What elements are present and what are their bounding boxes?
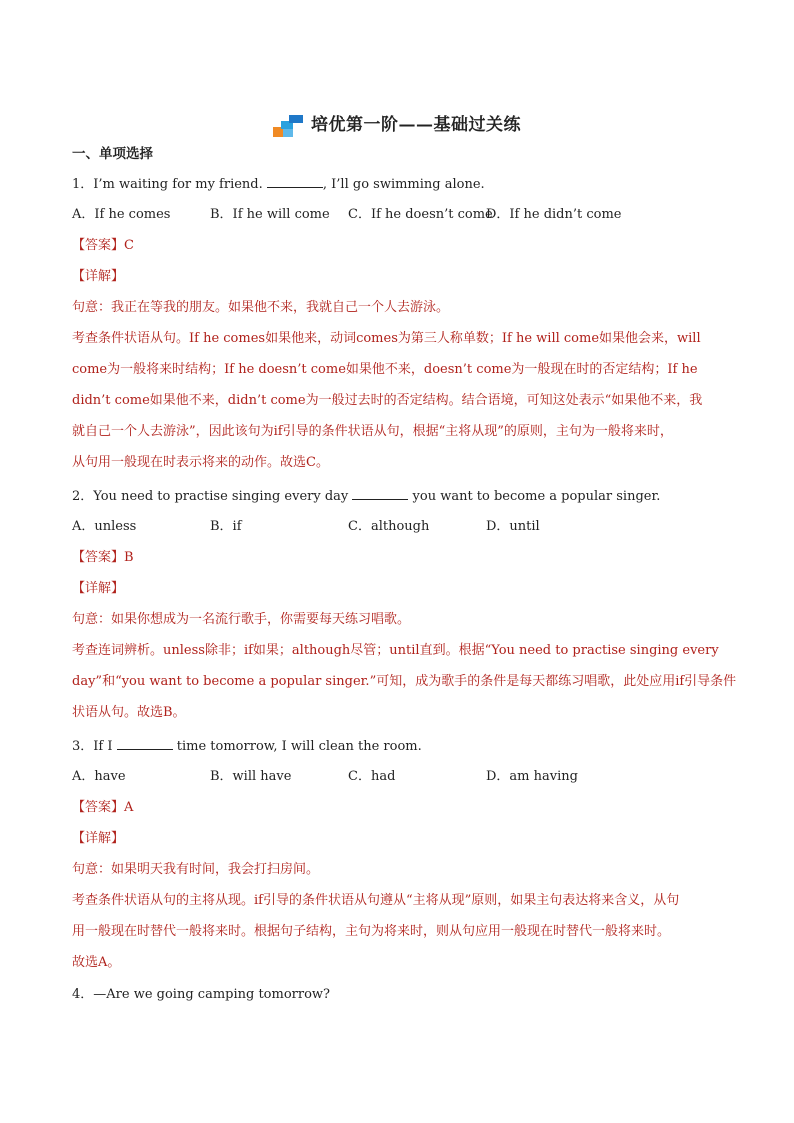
- option-c: C．If he doesn’t come: [348, 207, 493, 222]
- option-c: C．although: [348, 519, 430, 534]
- detail-label: 【详解】: [72, 831, 125, 846]
- option-b: B．will have: [210, 769, 292, 784]
- option-b: B．if: [210, 519, 242, 534]
- meaning: 句意：我正在等我的朋友。如果他不来，我就自己一个人去游泳。: [72, 300, 450, 315]
- meaning: 句意：如果明天我有时间，我会打扫房间。: [72, 862, 320, 877]
- option-b: B．If he will come: [210, 207, 330, 222]
- answer-line: [72, 799, 133, 817]
- answer-value: B: [124, 550, 134, 565]
- question-1: [72, 175, 485, 194]
- option-a: A．unless: [72, 519, 137, 534]
- explanation-line: come为一般将来时结构；If he doesn’t come如果他不来，doesn’t come为一般现在时的否定结构；If he: [72, 362, 698, 377]
- answer-label: 【答案】: [72, 238, 125, 253]
- explanation-line: day”和“you want to become a popular singer.”可知，成为歌手的条件是每天都练习唱歌，此处应用if引导条件: [72, 674, 737, 689]
- answer-line: [72, 237, 134, 255]
- question-text-post: time tomorrow, I will clean the room.: [172, 739, 422, 754]
- option-d: D．If he didn’t come: [486, 207, 622, 222]
- question-text-pre: You need to practise singing every day: [93, 489, 353, 504]
- question-text-post: , I’ll go swimming alone.: [322, 177, 485, 192]
- answer-value: C: [124, 238, 134, 253]
- question-text: —Are we going camping tomorrow?: [93, 987, 331, 1002]
- question-text-post: you want to become a popular singer.: [408, 489, 661, 504]
- answer-blank: [267, 175, 323, 188]
- question-text-pre: If I: [93, 739, 117, 754]
- question-number: 4．: [72, 987, 94, 1002]
- answer-blank: [117, 737, 173, 750]
- explanation-line: 用一般现在时替代一般将来时。根据句子结构，主句为将来时，则从句应用一般现在时替代一般将来时。: [72, 924, 671, 939]
- section-heading: 一、单项选择: [72, 146, 153, 162]
- question-4: [72, 986, 330, 1004]
- question-number: 2．: [72, 489, 94, 504]
- explanation-line: didn’t come如果他不来，didn’t come为一般过去时的否定结构。结合语境，可知这处表示“如果他不来，我: [72, 393, 703, 408]
- option-a: A．have: [72, 769, 126, 784]
- explanation-line: 考查条件状语从句的主将从现。if引导的条件状语从句遵从“主将从现”原则，如果主句表达将来含义，从句: [72, 893, 680, 908]
- explanation-line: 状语从句。故选B。: [72, 705, 186, 720]
- detail-label: 【详解】: [72, 269, 125, 284]
- answer-label: 【答案】: [72, 800, 125, 815]
- answer-blank: [352, 487, 408, 500]
- detail-label: 【详解】: [72, 581, 125, 596]
- stairs-logo-icon: [273, 113, 307, 139]
- option-d: D．until: [486, 519, 540, 534]
- explanation-line: 从句用一般现在时表示将来的动作。故选C。: [72, 455, 329, 470]
- explanation-line: 就自己一个人去游泳”，因此该句为if引导的条件状语从句，根据“主将从现”的原则，主句为一般将来时，: [72, 424, 673, 439]
- page-title: [0, 110, 794, 139]
- question-number: 1．: [72, 177, 94, 192]
- option-a: A．If he comes: [72, 207, 171, 222]
- explanation-line: 故选A。: [72, 955, 121, 970]
- answer-line: [72, 549, 134, 567]
- answer-value: A: [124, 800, 134, 815]
- question-2: [72, 487, 660, 506]
- meaning: 句意：如果你想成为一名流行歌手，你需要每天练习唱歌。: [72, 612, 411, 627]
- question-3: [72, 737, 422, 756]
- answer-label: 【答案】: [72, 550, 125, 565]
- page-title-text: 培优第一阶——基础过关练: [311, 115, 521, 135]
- question-number: 3．: [72, 739, 94, 754]
- explanation-line: 考查条件状语从句。If he comes如果他来，动词comes为第三人称单数；If he will come如果他会来，will: [72, 331, 701, 346]
- explanation-line: 考查连词辨析。unless除非；if如果；although尽管；until直到。根据“You need to practise singing every: [72, 643, 719, 658]
- question-text-pre: I’m waiting for my friend.: [93, 177, 267, 192]
- option-d: D．am having: [486, 769, 578, 784]
- option-c: C．had: [348, 769, 396, 784]
